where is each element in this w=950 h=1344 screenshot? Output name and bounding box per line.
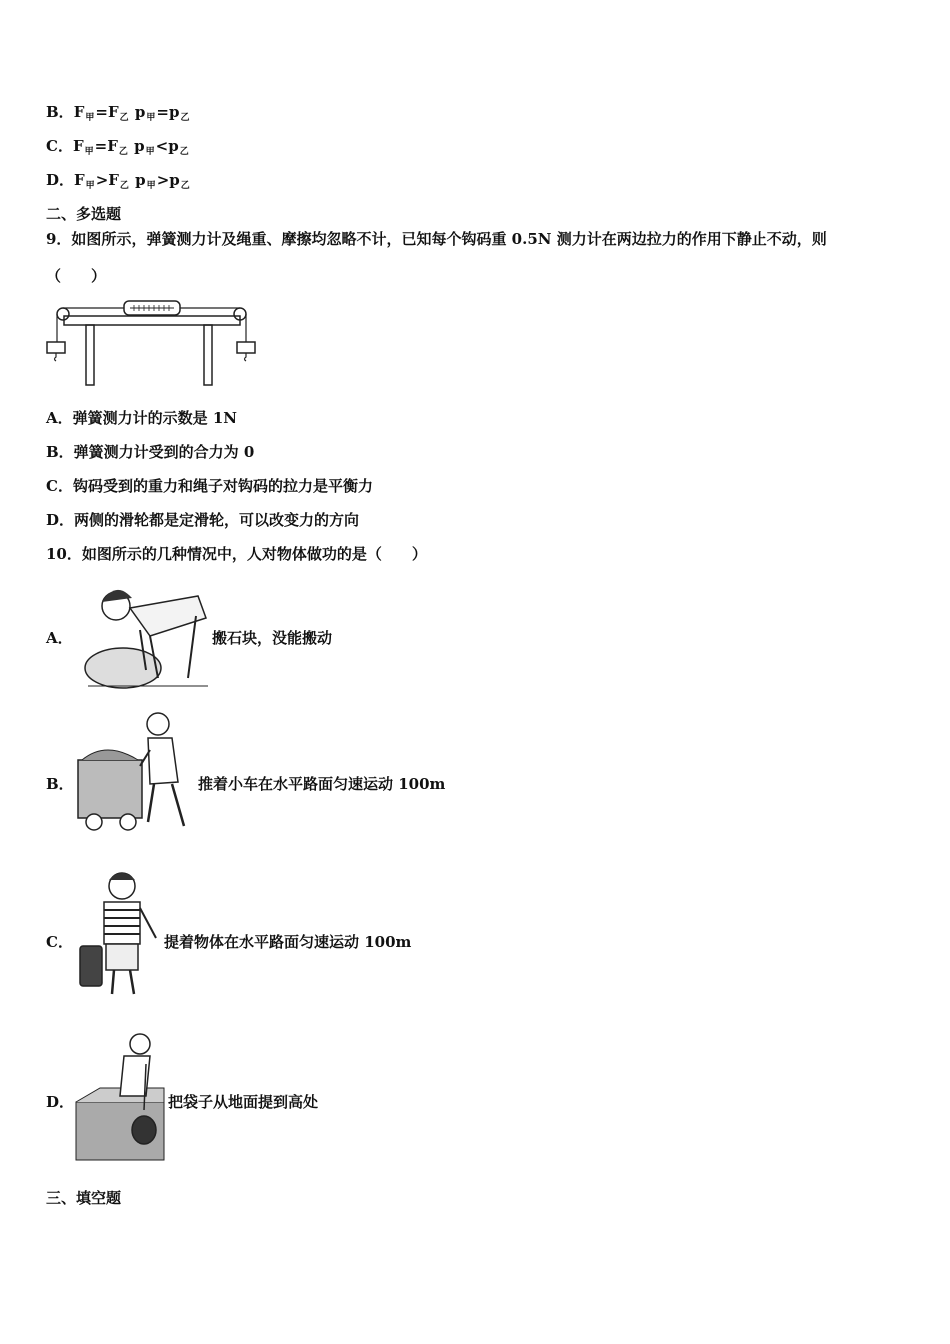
q10-option-a-text: 搬石块，没能搬动 xyxy=(212,629,333,647)
q9-option-a: A．弹簧测力计的示数是 1N xyxy=(46,409,238,427)
q10-option-d-text: 把袋子从地面提到高处 xyxy=(168,1093,319,1111)
q8-option-b: B．$F_甲=F_乙$ $p_甲=p_乙$ xyxy=(46,103,190,123)
q10-stem: 10．如图所示的几种情况中，人对物体做功的是（ ） xyxy=(46,545,427,563)
q10-option-c-text: 提着物体在水平路面匀速运动 100m xyxy=(164,933,412,951)
q10-option-c-label: C． xyxy=(46,933,73,951)
carrying-bag-illustration xyxy=(76,868,164,1006)
lifting-bag-illustration xyxy=(74,1030,166,1162)
q10-option-a-label: A． xyxy=(46,629,73,647)
lifting-rock-illustration xyxy=(78,578,213,693)
q9-option-b: B．弹簧测力计受到的合力为 0 xyxy=(46,443,255,461)
q9-option-c: C．钩码受到的重力和绳子对钩码的拉力是平衡力 xyxy=(46,477,373,495)
q10-option-b-label: B． xyxy=(46,775,74,793)
q9-stem: 9．如图所示，弹簧测力计及绳重、摩擦均忽略不计，已知每个钩码重 0.5N 测力计在两边拉力的作用下静止不动，则 xyxy=(46,230,827,248)
spring-scale-figure xyxy=(44,298,258,390)
pushing-cart-illustration xyxy=(74,710,198,836)
q10-option-d-label: D． xyxy=(46,1093,75,1111)
q10-option-b-text: 推着小车在水平路面匀速运动 100m xyxy=(198,775,446,793)
q9-paren: （ ） xyxy=(46,267,107,285)
section-3-title: 三、填空题 xyxy=(46,1189,122,1207)
section-2-title: 二、多选题 xyxy=(46,205,122,223)
q8-option-d: D．$F_甲>F_乙$ $p_甲>p_乙$ xyxy=(46,171,190,191)
q9-option-d: D．两侧的滑轮都是定滑轮，可以改变力的方向 xyxy=(46,511,360,529)
q8-option-c: C．$F_甲=F_乙$ $p_甲<p_乙$ xyxy=(46,137,189,157)
